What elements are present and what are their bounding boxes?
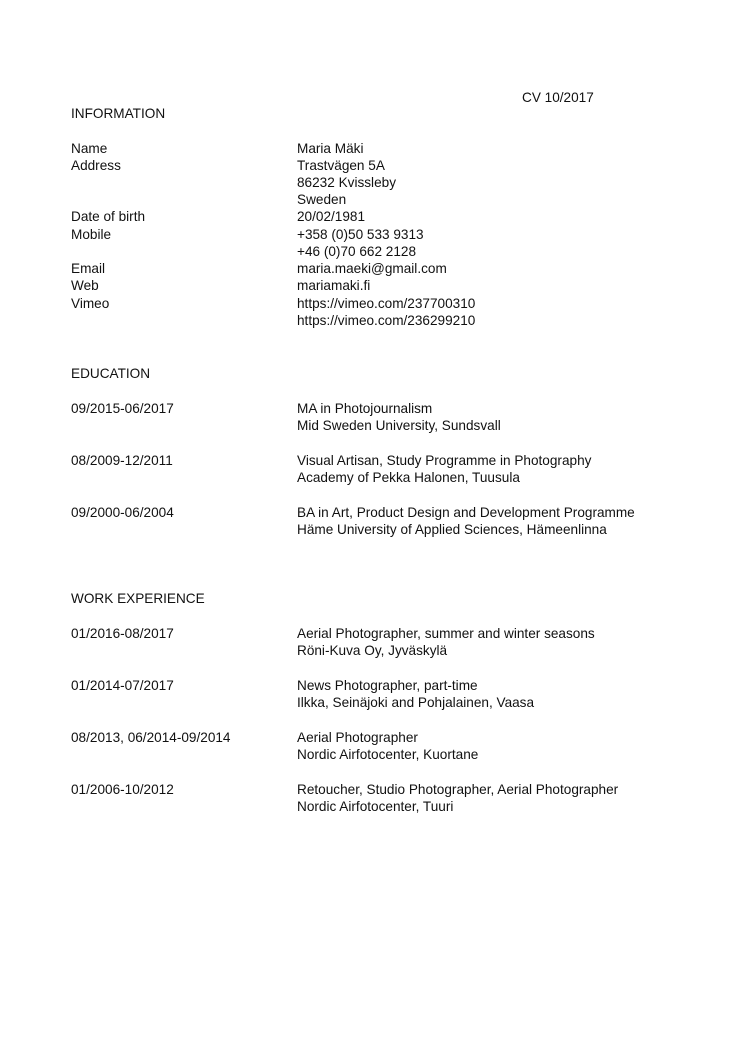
education-dates: 09/2000-06/2004 — [71, 505, 174, 520]
work-dates: 01/2014-07/2017 — [71, 678, 174, 693]
name-label: Name — [71, 141, 108, 156]
education-title: Visual Artisan, Study Programme in Photography — [297, 453, 592, 468]
work-employer: Nordic Airfotocenter, Kuortane — [297, 746, 479, 762]
address-line: Trastvägen 5A — [297, 158, 385, 173]
work-entry — [297, 678, 534, 712]
mobile-value — [297, 227, 424, 261]
vimeo-value — [297, 296, 475, 330]
section-heading-education: EDUCATION — [71, 366, 151, 381]
education-entry — [297, 453, 591, 487]
education-institution: Mid Sweden University, Sundsvall — [297, 417, 501, 433]
education-dates: 09/2015-06/2017 — [71, 401, 174, 416]
mobile-number: +46 (0)70 662 2128 — [297, 243, 417, 259]
work-title: Retoucher, Studio Photographer, Aerial Photographer — [297, 782, 619, 797]
education-title: BA in Art, Product Design and Development Programme — [297, 505, 635, 520]
work-dates: 01/2006-10/2012 — [71, 782, 174, 797]
web-value: mariamaki.fi — [297, 278, 371, 293]
work-title: News Photographer, part-time — [297, 678, 478, 693]
work-dates: 08/2013, 06/2014-09/2014 — [71, 730, 231, 745]
education-institution: Academy of Pekka Halonen, Tuusula — [297, 469, 520, 485]
section-heading-work-experience: WORK EXPERIENCE — [71, 591, 205, 606]
mobile-label: Mobile — [71, 227, 112, 242]
education-entry — [297, 505, 635, 539]
work-entry — [297, 730, 478, 764]
vimeo-label: Vimeo — [71, 296, 110, 311]
address-line: 86232 Kvissleby — [297, 174, 396, 190]
email-value: maria.maeki@gmail.com — [297, 261, 447, 276]
web-label: Web — [71, 278, 99, 293]
work-title: Aerial Photographer — [297, 730, 418, 745]
work-employer: Nordic Airfotocenter, Tuuri — [297, 798, 454, 814]
cv-date-label: CV 10/2017 — [522, 90, 594, 105]
vimeo-link: https://vimeo.com/236299210 — [297, 312, 476, 328]
name-value: Maria Mäki — [297, 141, 364, 156]
address-label: Address — [71, 158, 121, 173]
date-of-birth-label: Date of birth — [71, 209, 146, 224]
section-heading-information: INFORMATION — [71, 106, 166, 121]
work-dates: 01/2016-08/2017 — [71, 626, 174, 641]
mobile-number: +358 (0)50 533 9313 — [297, 227, 424, 242]
work-title: Aerial Photographer, summer and winter seasons — [297, 626, 595, 641]
vimeo-link: https://vimeo.com/237700310 — [297, 296, 476, 311]
education-entry — [297, 401, 501, 435]
work-employer: Röni-Kuva Oy, Jyväskylä — [297, 642, 448, 658]
work-employer: Ilkka, Seinäjoki and Pohjalainen, Vaasa — [297, 694, 535, 710]
education-dates: 08/2009-12/2011 — [71, 453, 173, 468]
work-entry — [297, 626, 595, 660]
address-value — [297, 158, 396, 208]
education-title: MA in Photojournalism — [297, 401, 433, 416]
address-line: Sweden — [297, 191, 347, 207]
education-institution: Häme University of Applied Sciences, Hämeenlinna — [297, 521, 607, 537]
date-of-birth-value: 20/02/1981 — [297, 209, 366, 224]
work-entry — [297, 782, 618, 816]
email-label: Email — [71, 261, 105, 276]
